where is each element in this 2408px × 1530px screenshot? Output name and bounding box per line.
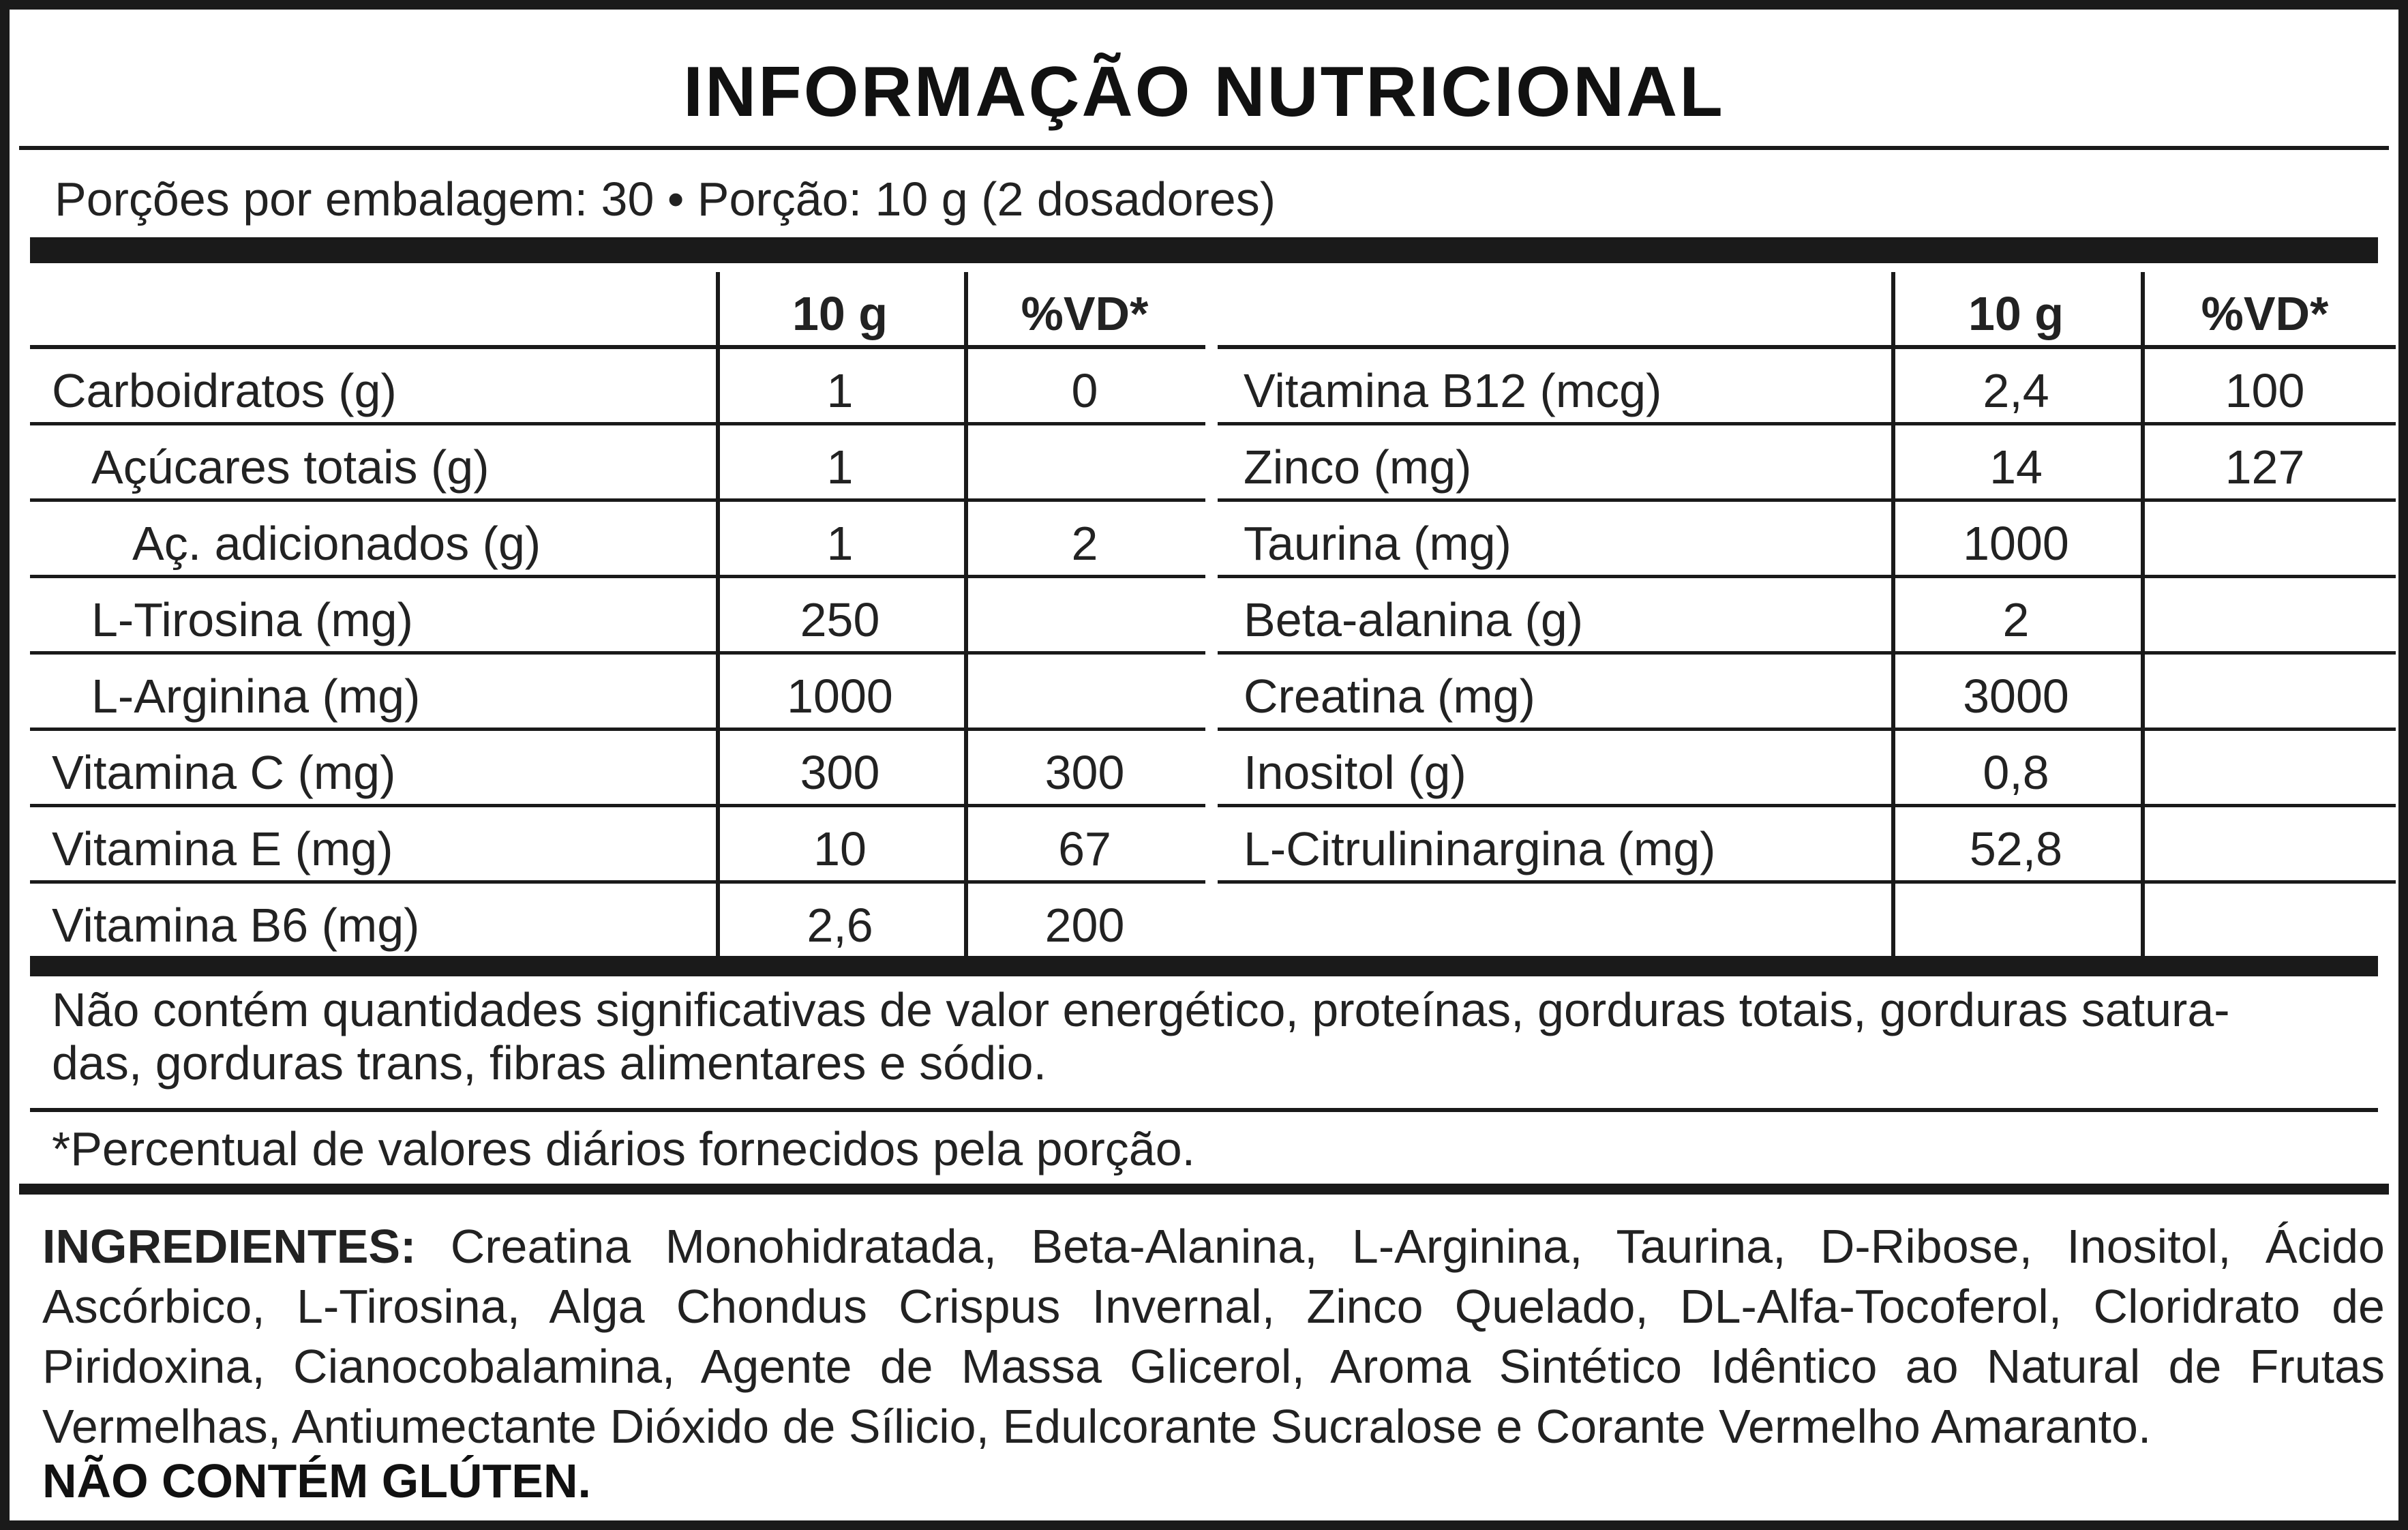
- row-divider: [1218, 728, 2396, 731]
- footnote-divider: [30, 1108, 2378, 1112]
- nutrient-name: Beta-alanina (g): [1244, 593, 1584, 646]
- nutrient-amount: 14: [1989, 440, 2043, 494]
- row-divider: [30, 804, 1205, 807]
- row-divider: [30, 422, 1205, 425]
- note-line-2: das, gorduras trans, fibras alimentares e sódio.: [52, 1036, 1047, 1090]
- nutrient-amount: 0,8: [1983, 746, 2049, 799]
- note-line-1: Não contém quantidades significativas de valor energético, proteínas, gorduras totais, gorduras satura-: [52, 983, 2230, 1036]
- nutrient-name: Vitamina B6 (mg): [52, 899, 420, 952]
- row-divider: [30, 498, 1205, 502]
- nutrient-amount: 2: [2002, 593, 2030, 646]
- row-divider: [30, 880, 1205, 884]
- nutrient-amount: 1: [826, 517, 854, 570]
- thick-bar-bottom: [30, 956, 2378, 976]
- nutrient-name: Zinco (mg): [1244, 440, 1472, 494]
- gluten-notice: NÃO CONTÉM GLÚTEN.: [42, 1454, 591, 1508]
- header-amount-left: 10 g: [792, 287, 888, 340]
- nutrient-name: Aç. adicionados (g): [132, 517, 541, 570]
- header-dv-right: %VD*: [2201, 287, 2329, 340]
- footnote: *Percentual de valores diários fornecidos pela porção.: [52, 1122, 1196, 1175]
- row-divider: [1218, 422, 2396, 425]
- thick-bar-top: [30, 237, 2378, 263]
- nutrient-name: Vitamina C (mg): [52, 746, 396, 799]
- nutrient-dv: 200: [1044, 899, 1125, 952]
- ingredients-text: Creatina Monohidratada, Beta-Alanina, L-Arginina, Taurina, D-Ribose, Inositol, Ácido Ascórbico, L-Tirosina, Alga Chondus Crispus Invernal, Zinco Quelado, DL-Alfa-Tocoferol, Cloridrato de Piridoxina, Cianocobalamina, Agente de Massa Glicerol, Aroma Sintético Idêntico ao Natural de Frutas Vermelhas, Antiumectante Dióxido de Sílicio, Edulcorante Sucralose e Corante Vermelho Amaranto.: [42, 1220, 2385, 1453]
- ingredients-label: INGREDIENTES:: [42, 1220, 417, 1273]
- serving-info: Porções por embalagem: 30 • Porção: 10 g (2 dosadores): [55, 172, 1276, 226]
- row-divider: [30, 728, 1205, 731]
- nutrient-amount: 1: [826, 440, 854, 494]
- nutrient-name: Vitamina E (mg): [52, 822, 393, 875]
- nutrient-amount: 52,8: [1969, 822, 2063, 875]
- nutrient-name: Carboidratos (g): [52, 364, 397, 417]
- nutrient-amount: 2,4: [1983, 364, 2049, 417]
- nutrient-name: Creatina (mg): [1244, 670, 1535, 723]
- nutrient-name: Açúcares totais (g): [91, 440, 490, 494]
- nutrient-name: Taurina (mg): [1244, 517, 1511, 570]
- nutrient-amount: 250: [800, 593, 880, 646]
- nutrient-amount: 1: [826, 364, 854, 417]
- header-underline-left: [30, 345, 1205, 349]
- title-divider: [19, 146, 2389, 150]
- nutrient-amount: 1000: [1963, 517, 2069, 570]
- nutrient-amount: 300: [800, 746, 880, 799]
- ingredients: [42, 1216, 2385, 1456]
- row-divider: [1218, 880, 2396, 884]
- nutrient-name: Vitamina B12 (mcg): [1244, 364, 1662, 417]
- row-divider: [30, 651, 1205, 655]
- nutrient-name: L-Arginina (mg): [91, 670, 421, 723]
- nutrient-name: Inositol (g): [1244, 746, 1466, 799]
- row-divider: [1218, 804, 2396, 807]
- nutrient-dv: 67: [1058, 822, 1111, 875]
- row-divider: [1218, 575, 2396, 578]
- nutrient-amount: 3000: [1963, 670, 2069, 723]
- ingredients-divider: [19, 1184, 2389, 1195]
- label-title: INFORMAÇÃO NUTRICIONAL: [683, 52, 1725, 132]
- nutrient-dv: 2: [1071, 517, 1098, 570]
- row-divider: [1218, 651, 2396, 655]
- nutrient-dv: 300: [1044, 746, 1125, 799]
- nutrient-dv: 0: [1071, 364, 1098, 417]
- nutrient-name: L-Tirosina (mg): [91, 593, 413, 646]
- nutrient-amount: 10: [813, 822, 867, 875]
- row-divider: [30, 575, 1205, 578]
- header-dv-left: %VD*: [1021, 287, 1149, 340]
- header-underline-right: [1218, 345, 2396, 349]
- nutrient-amount: 1000: [787, 670, 893, 723]
- nutrient-dv: 100: [2225, 364, 2305, 417]
- row-divider: [1218, 498, 2396, 502]
- header-amount-right: 10 g: [1968, 287, 2064, 340]
- nutrient-dv: 127: [2225, 440, 2305, 494]
- nutrient-name: L-Citrulininargina (mg): [1244, 822, 1716, 875]
- nutrient-amount: 2,6: [807, 899, 873, 952]
